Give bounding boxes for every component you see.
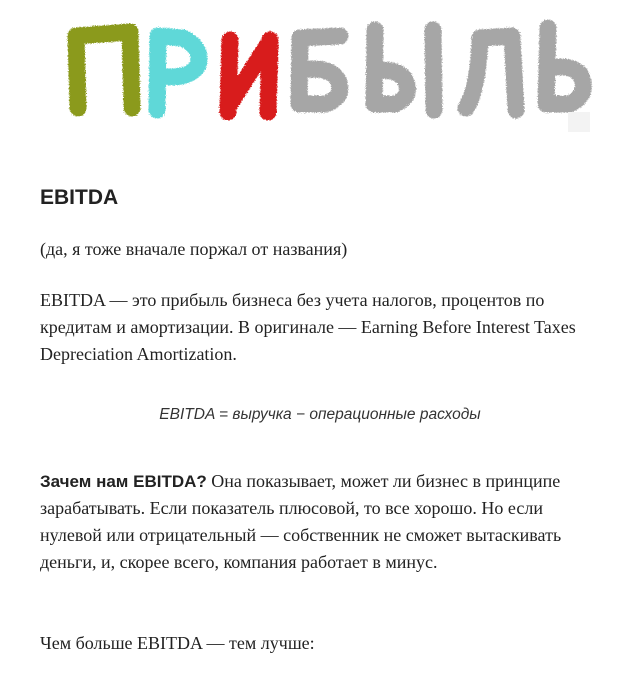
section-heading: EBITDA bbox=[40, 186, 119, 209]
profit-logo bbox=[0, 0, 623, 140]
logo-letter-l bbox=[466, 36, 516, 110]
why-lead: Зачем нам EBITDA? bbox=[40, 472, 207, 491]
formula: EBITDA = выручка − операционные расходы bbox=[159, 406, 481, 423]
definition-paragraph: EBITDA — это прибыль бизнеса без учета налогов, процентов по кредитам и амортизации. В оригинале — Earning Before Interest Taxes Depreciation Amortization. bbox=[40, 290, 576, 364]
why-paragraph bbox=[40, 468, 600, 576]
aside-note: (да, я тоже вначале поржал от названия) bbox=[40, 239, 348, 259]
logo-letter-i bbox=[228, 40, 270, 112]
why-text: Она показывает, может ли бизнес в принципе зарабатывать. Если показатель плюсовой, то все хорошо. Но если нулевой или отрицательный — собственник не сможет вытаскивать деньги, и, скорее всего, компания работает в минус. bbox=[40, 471, 562, 572]
hero-banner bbox=[0, 0, 623, 140]
logo-letter-r bbox=[157, 36, 199, 110]
more-better-paragraph: Чем больше EBITDA — тем лучше: bbox=[40, 633, 315, 653]
logo-letter-b bbox=[299, 36, 340, 104]
logo-letter-y bbox=[374, 30, 434, 110]
logo-letter-soft-sign bbox=[546, 28, 583, 104]
logo-corner-mark bbox=[568, 112, 590, 132]
logo-letter-p bbox=[76, 32, 132, 108]
